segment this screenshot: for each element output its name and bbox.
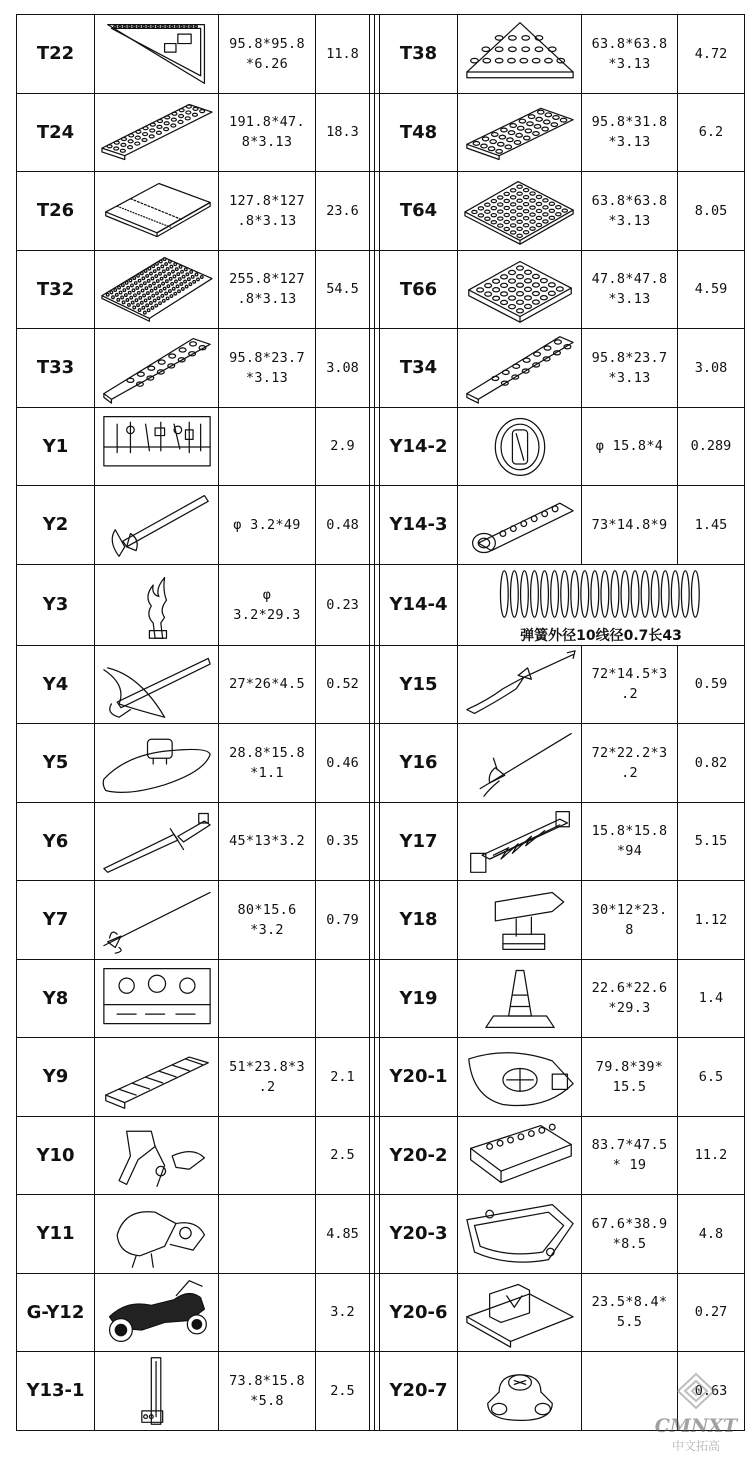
part-dimensions: 79.8*39* 15.5: [582, 1038, 678, 1117]
part-dimensions: 30*12*23. 8: [582, 881, 678, 960]
part-code: T33: [17, 329, 95, 408]
part-weight: 1.4: [678, 959, 745, 1038]
part-code: T24: [17, 93, 95, 172]
part-dimensions: 80*15.6 *3.2: [219, 881, 316, 960]
beam-connector-icon: [461, 488, 579, 562]
part-image: [95, 1273, 219, 1352]
plate-8x8-icon: [461, 174, 579, 248]
part-image: [95, 1195, 219, 1274]
part-dimensions: 72*22.2*3 .2: [582, 724, 678, 803]
part-code: Y20-3: [380, 1195, 458, 1274]
wedge-plate-large-icon: [461, 17, 579, 91]
part-image: [458, 250, 582, 329]
accessory-sprue-icon: [98, 961, 216, 1035]
part-code: Y6: [17, 802, 95, 881]
table-row: [17, 881, 745, 960]
plate-6x6-icon: [461, 252, 579, 326]
part-weight: 5.15: [678, 802, 745, 881]
table-row: [17, 1038, 745, 1117]
part-image: [95, 1352, 219, 1431]
part-code: Y10: [17, 1116, 95, 1195]
part-code: Y17: [380, 802, 458, 881]
part-image: [95, 1116, 219, 1195]
part-image: [95, 724, 219, 803]
hub-connector-icon: [461, 1354, 579, 1428]
table-row: [17, 645, 745, 724]
part-image: [95, 93, 219, 172]
part-weight: 6.2: [678, 93, 745, 172]
part-weight: 4.85: [316, 1195, 370, 1274]
part-code: T48: [380, 93, 458, 172]
part-code: Y7: [17, 881, 95, 960]
part-dimensions: 15.8*15.8 *94: [582, 802, 678, 881]
table-row: [17, 250, 745, 329]
table-row: [17, 1273, 745, 1352]
part-code: T32: [17, 250, 95, 329]
spear-icon: [98, 883, 216, 957]
halberd-icon: [461, 726, 579, 800]
part-code: Y11: [17, 1195, 95, 1274]
part-dimensions: 45*13*3.2: [219, 802, 316, 881]
part-dimensions: 73*14.8*9: [582, 486, 678, 565]
part-image: [95, 329, 219, 408]
part-weight: 3.08: [316, 329, 370, 408]
part-weight: 4.72: [678, 15, 745, 94]
part-code: T34: [380, 329, 458, 408]
table-row: [17, 1195, 745, 1274]
part-image: [95, 407, 219, 486]
part-dimensions: 63.8*63.8 *3.13: [582, 172, 678, 251]
table-row: [17, 1352, 745, 1431]
part-image: [95, 250, 219, 329]
blade-staff-icon: [461, 647, 579, 721]
truss-column-icon: [461, 804, 579, 878]
spring-icon: [495, 565, 707, 623]
flat-plate-icon: [98, 174, 216, 248]
part-dimensions: 83.7*47.5 * 19: [582, 1116, 678, 1195]
part-image: [458, 802, 582, 881]
part-dimensions: 47.8*47.8 *3.13: [582, 250, 678, 329]
part-code: Y20-7: [380, 1352, 458, 1431]
part-code: Y4: [17, 645, 95, 724]
part-code: Y19: [380, 959, 458, 1038]
watermark-brand: CMNXT: [654, 1415, 738, 1437]
part-weight: 0.63: [678, 1352, 745, 1431]
part-dimensions: 191.8*47. 8*3.13: [219, 93, 316, 172]
part-image: [95, 172, 219, 251]
table-row: [17, 486, 745, 565]
part-weight: 3.08: [678, 329, 745, 408]
vehicle-shell-icon: [461, 1040, 579, 1114]
part-weight: 0.59: [678, 645, 745, 724]
watermark-logo-icon: [673, 1371, 719, 1411]
part-dimensions: 28.8*15.8 *1.1: [219, 724, 316, 803]
part-weight: 11.2: [678, 1116, 745, 1195]
part-code: T38: [380, 15, 458, 94]
spring-cell: [458, 564, 745, 645]
part-dimensions: 23.5*8.4* 5.5: [582, 1273, 678, 1352]
part-weight: 1.45: [678, 486, 745, 565]
part-image: [95, 959, 219, 1038]
parts-sheet: [16, 14, 744, 1431]
part-weight: 2.1: [316, 1038, 370, 1117]
part-image: [95, 486, 219, 565]
part-dimensions: 51*23.8*3 .2: [219, 1038, 316, 1117]
motorcycle-icon: [98, 1275, 216, 1349]
part-code: Y14-2: [380, 407, 458, 486]
watermark-subtitle: 中文拓高: [671, 1439, 720, 1453]
traffic-cone-icon: [461, 961, 579, 1035]
base-plate-icon: [98, 252, 216, 326]
wing-plate-right-icon: [461, 331, 579, 405]
part-weight: 6.5: [678, 1038, 745, 1117]
part-weight: 1.12: [678, 881, 745, 960]
part-code: Y8: [17, 959, 95, 1038]
part-dimensions: 95.8*23.7 *3.13: [582, 329, 678, 408]
part-weight: 4.59: [678, 250, 745, 329]
part-dimensions: 73.8*15.8 *5.8: [219, 1352, 316, 1431]
part-dimensions: 95.8*31.8 *3.13: [582, 93, 678, 172]
part-weight: [316, 959, 370, 1038]
table-row: [17, 172, 745, 251]
chassis-icon: [461, 1118, 579, 1192]
part-weight: 23.6: [316, 172, 370, 251]
road-sign-icon: [461, 883, 579, 957]
watermark: [648, 1371, 744, 1454]
part-image: [458, 407, 582, 486]
part-image: [95, 881, 219, 960]
part-dimensions: [219, 1273, 316, 1352]
armor-part-icon: [98, 1197, 216, 1271]
part-dimensions: φ 3.2*49: [219, 486, 316, 565]
part-weight: 4.8: [678, 1195, 745, 1274]
part-dimensions: φ 15.8*4: [582, 407, 678, 486]
part-weight: 0.52: [316, 645, 370, 724]
part-code: Y14-3: [380, 486, 458, 565]
part-code: Y5: [17, 724, 95, 803]
part-code: Y3: [17, 564, 95, 645]
part-image: [95, 564, 219, 645]
corner-plate-icon: [98, 17, 216, 91]
flame-icon: [98, 568, 216, 642]
part-image: [458, 881, 582, 960]
part-weight: 0.46: [316, 724, 370, 803]
part-code: Y9: [17, 1038, 95, 1117]
part-dimensions: [219, 407, 316, 486]
part-code: Y18: [380, 881, 458, 960]
part-image: [458, 1038, 582, 1117]
table-row: [17, 802, 745, 881]
spring-description: 弹簧外径10线径0.7长43: [520, 627, 682, 644]
sword-icon: [98, 804, 216, 878]
part-image: [458, 1352, 582, 1431]
part-weight: 0.79: [316, 881, 370, 960]
table-row: [17, 564, 745, 645]
parts-table: [16, 14, 745, 1431]
part-weight: 0.82: [678, 724, 745, 803]
part-image: [95, 802, 219, 881]
table-row: [17, 407, 745, 486]
part-dimensions: [219, 959, 316, 1038]
part-code: Y16: [380, 724, 458, 803]
table-row: [17, 93, 745, 172]
part-weight: 54.5: [316, 250, 370, 329]
part-image: [458, 959, 582, 1038]
part-dimensions: 95.8*95.8 *6.26: [219, 15, 316, 94]
part-dimensions: 95.8*23.7 *3.13: [219, 329, 316, 408]
part-code: Y1: [17, 407, 95, 486]
part-image: [458, 645, 582, 724]
part-dimensions: 72*14.5*3 .2: [582, 645, 678, 724]
table-row: [17, 1116, 745, 1195]
plate-4x8-icon: [461, 95, 579, 169]
part-weight: 0.35: [316, 802, 370, 881]
part-weight: 18.3: [316, 93, 370, 172]
part-code: T26: [17, 172, 95, 251]
axe-icon: [98, 488, 216, 562]
part-image: [458, 15, 582, 94]
part-code: Y14-4: [380, 564, 458, 645]
part-code: G-Y12: [17, 1273, 95, 1352]
long-plate-icon: [98, 95, 216, 169]
bracket-plate-icon: [461, 1275, 579, 1349]
part-code: Y15: [380, 645, 458, 724]
part-image: [458, 93, 582, 172]
part-image: [458, 172, 582, 251]
part-dimensions: 67.6*38.9 *8.5: [582, 1195, 678, 1274]
table-row: [17, 15, 745, 94]
part-dimensions: 127.8*127 .8*3.13: [219, 172, 316, 251]
part-dimensions: [219, 1195, 316, 1274]
part-image: [458, 1195, 582, 1274]
part-image: [95, 15, 219, 94]
table-row: [17, 724, 745, 803]
part-weight: 0.23: [316, 564, 370, 645]
part-dimensions: φ 3.2*29.3: [219, 564, 316, 645]
round-connector-icon: [461, 409, 579, 483]
part-weight: 3.2: [316, 1273, 370, 1352]
table-row: [17, 329, 745, 408]
table-row: [17, 959, 745, 1038]
part-code: T66: [380, 250, 458, 329]
part-dimensions: 255.8*127 .8*3.13: [219, 250, 316, 329]
boat-hull-icon: [461, 1197, 579, 1271]
part-weight: 11.8: [316, 15, 370, 94]
part-code: Y13-1: [17, 1352, 95, 1431]
part-weight: 0.289: [678, 407, 745, 486]
part-code: T22: [17, 15, 95, 94]
part-weight: 0.27: [678, 1273, 745, 1352]
part-image: [458, 329, 582, 408]
part-image: [458, 486, 582, 565]
wing-plate-left-icon: [98, 331, 216, 405]
part-code: T64: [380, 172, 458, 251]
part-weight: 0.48: [316, 486, 370, 565]
part-weight: 8.05: [678, 172, 745, 251]
part-image: [458, 1116, 582, 1195]
part-dimensions: 27*26*4.5: [219, 645, 316, 724]
part-code: Y20-6: [380, 1273, 458, 1352]
part-code: Y2: [17, 486, 95, 565]
ladder-icon: [98, 1040, 216, 1114]
part-code: Y20-2: [380, 1116, 458, 1195]
robot-legs-icon: [98, 1118, 216, 1192]
part-dimensions: [219, 1116, 316, 1195]
part-weight: 2.5: [316, 1352, 370, 1431]
surfboard-icon: [98, 726, 216, 800]
part-image: [95, 645, 219, 724]
part-image: [458, 724, 582, 803]
part-image: [95, 1038, 219, 1117]
part-dimensions: 22.6*22.6 *29.3: [582, 959, 678, 1038]
part-dimensions: 63.8*63.8 *3.13: [582, 15, 678, 94]
part-weight: 2.9: [316, 407, 370, 486]
part-code: Y20-1: [380, 1038, 458, 1117]
part-image: [458, 1273, 582, 1352]
tool-sprue-icon: [98, 409, 216, 483]
crossbow-icon: [98, 647, 216, 721]
hinge-bar-icon: [98, 1354, 216, 1428]
part-weight: 2.5: [316, 1116, 370, 1195]
